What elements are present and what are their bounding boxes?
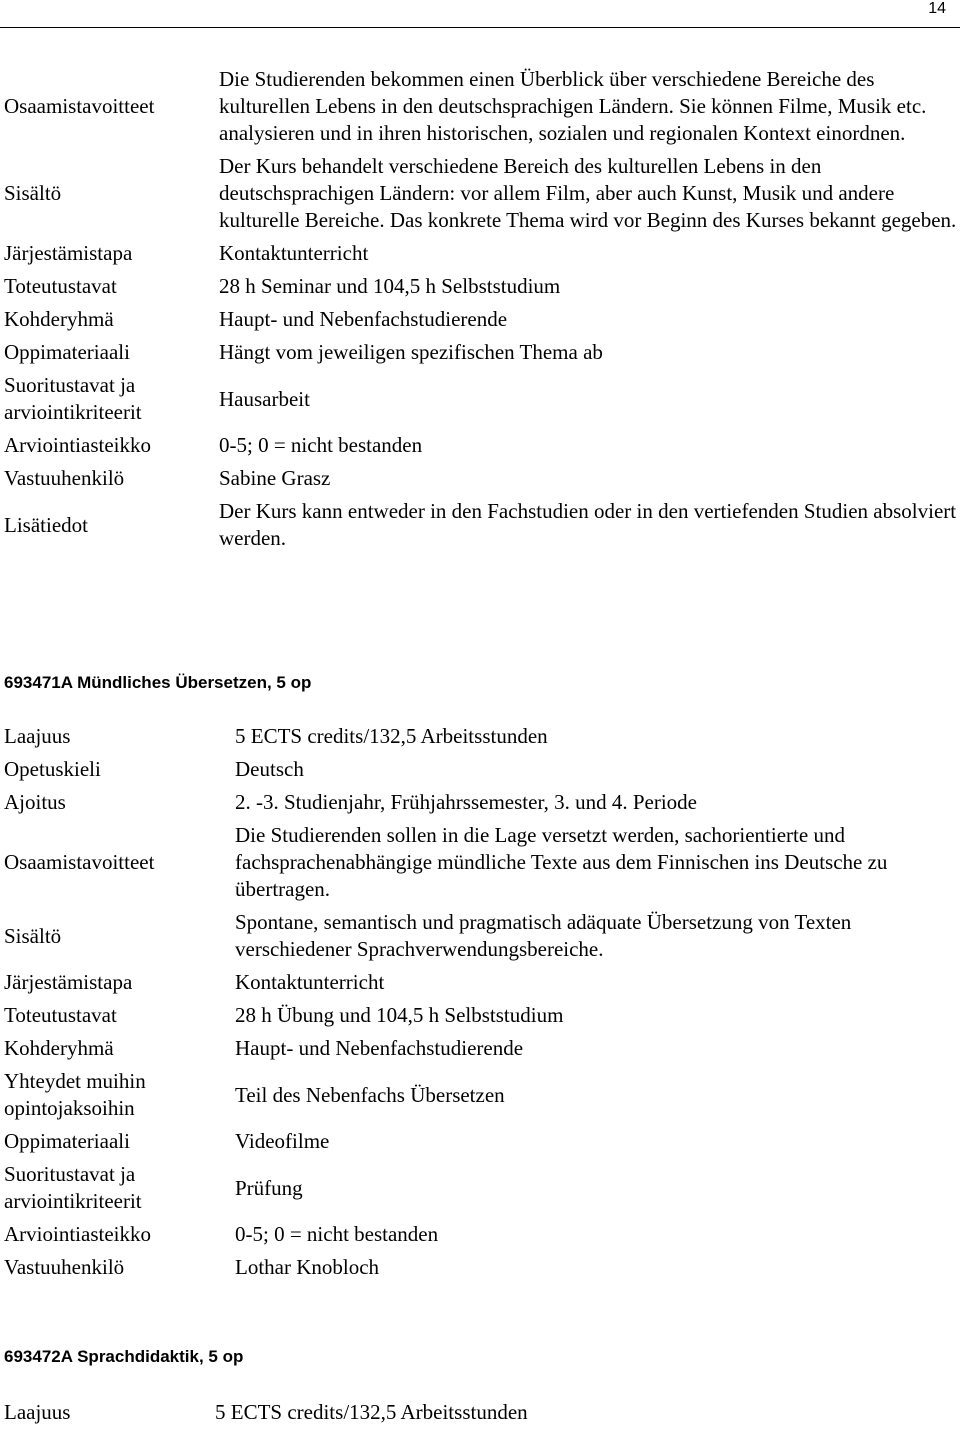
table-row xyxy=(0,153,960,240)
field-value: Prüfung xyxy=(235,1175,303,1200)
course-info-table xyxy=(0,66,960,558)
field-value: Haupt- und Nebenfachstudierende xyxy=(219,307,508,331)
page-number: 14 xyxy=(928,0,946,17)
field-label: Toteutustavat xyxy=(4,274,117,298)
field-value: 5 ECTS credits/132,5 Arbeitsstunden xyxy=(215,1400,528,1424)
table-row xyxy=(0,1161,960,1221)
field-label: Arviointiasteikko xyxy=(4,433,151,457)
field-value: Der Kurs behandelt verschiedene Bereich des kulturellen Lebens in den deutschsprachigen Ländern: vor allem Film, aber auch Kunst, Musik und andere kulturelle Bereiche. Das konkrete Thema wird vor Beginn des Kurses bekannt gegeben. xyxy=(219,154,957,232)
field-label: Suoritustavat ja arviointikriteerit xyxy=(4,373,142,424)
field-label: Lisätiedot xyxy=(4,512,88,537)
field-value: 28 h Seminar und 104,5 h Selbststudium xyxy=(219,274,561,298)
field-label: Vastuuhenkilö xyxy=(4,466,125,490)
table-row xyxy=(0,909,960,969)
header-rule xyxy=(0,27,960,28)
field-label: Sisältö xyxy=(4,923,62,948)
table-row xyxy=(0,789,960,822)
field-label: Oppimateriaali xyxy=(4,1129,130,1153)
field-value: Hausarbeit xyxy=(219,386,310,411)
field-label: Kohderyhmä xyxy=(4,307,114,331)
table-row xyxy=(0,306,960,339)
table-row xyxy=(0,1002,960,1035)
field-label: Järjestämistapa xyxy=(4,241,133,265)
table-row xyxy=(0,969,960,1002)
table-row xyxy=(0,66,960,153)
table-row xyxy=(0,372,960,432)
field-value: 0-5; 0 = nicht bestanden xyxy=(235,1222,439,1246)
field-label: Kohderyhmä xyxy=(4,1036,114,1060)
field-value: 2. -3. Studienjahr, Frühjahrssemester, 3. und 4. Periode xyxy=(235,790,697,814)
field-value: Der Kurs kann entweder in den Fachstudien oder in den vertiefenden Studien absolviert werden. xyxy=(219,499,957,550)
field-label: Laajuus xyxy=(4,724,71,748)
field-label: Suoritustavat ja arviointikriteerit xyxy=(4,1162,142,1213)
field-label: Ajoitus xyxy=(4,790,66,814)
course-info-table xyxy=(0,1399,960,1432)
field-label: Järjestämistapa xyxy=(4,970,133,994)
table-row xyxy=(0,1399,960,1432)
table-row xyxy=(0,756,960,789)
course-heading: 693471A Mündliches Übersetzen, 5 op xyxy=(4,673,312,692)
field-value: 28 h Übung und 104,5 h Selbststudium xyxy=(235,1003,564,1027)
field-label: Osaamistavoitteet xyxy=(4,850,155,874)
field-label: Osaamistavoitteet xyxy=(4,94,155,118)
table-row xyxy=(0,1128,960,1161)
table-row xyxy=(0,1068,960,1128)
table-row xyxy=(0,240,960,273)
field-value: Teil des Nebenfachs Übersetzen xyxy=(235,1082,505,1107)
field-label: Opetuskieli xyxy=(4,757,101,781)
field-label: Sisältö xyxy=(4,181,62,205)
table-row xyxy=(0,498,960,558)
table-row xyxy=(0,1035,960,1068)
field-value: Die Studierenden sollen in die Lage versetzt werden, sachorientierte und fachsprachenabhängige mündliche Texte aus dem Finnischen ins Deutsche zu übertragen. xyxy=(235,823,888,901)
field-label: Toteutustavat xyxy=(4,1003,117,1027)
field-value: Lothar Knobloch xyxy=(235,1255,380,1279)
field-label: Yhteydet muihin opintojaksoihin xyxy=(4,1069,146,1120)
table-row xyxy=(0,465,960,498)
field-value: Kontaktunterricht xyxy=(219,241,369,265)
field-value: 5 ECTS credits/132,5 Arbeitsstunden xyxy=(235,724,548,748)
field-value: Haupt- und Nebenfachstudierende xyxy=(235,1036,524,1060)
course-heading: 693472A Sprachdidaktik, 5 op xyxy=(4,1347,244,1366)
table-row xyxy=(0,723,960,756)
field-value: Hängt vom jeweiligen spezifischen Thema ab xyxy=(219,340,603,364)
field-value: Die Studierenden bekommen einen Überblick über verschiedene Bereiche des kulturellen Lebens in den deutschsprachigen Ländern. Sie können Filme, Musik etc. analysieren und in ihren historischen, sozialen und regionalen Kontext einordnen. xyxy=(219,67,927,145)
table-row xyxy=(0,1254,960,1287)
field-label: Laajuus xyxy=(4,1400,71,1424)
table-row xyxy=(0,1221,960,1254)
table-row xyxy=(0,432,960,465)
field-value: 0-5; 0 = nicht bestanden xyxy=(219,433,423,457)
table-row xyxy=(0,273,960,306)
field-value: Spontane, semantisch und pragmatisch adäquate Übersetzung von Texten verschiedener Sprachverwendungsbereiche. xyxy=(235,910,852,961)
field-value: Sabine Grasz xyxy=(219,466,331,490)
field-label: Vastuuhenkilö xyxy=(4,1255,125,1279)
field-value: Deutsch xyxy=(235,757,304,781)
field-label: Oppimateriaali xyxy=(4,340,130,364)
table-row xyxy=(0,822,960,909)
field-value: Kontaktunterricht xyxy=(235,970,385,994)
course-info-table xyxy=(0,723,960,1287)
table-row xyxy=(0,339,960,372)
field-label: Arviointiasteikko xyxy=(4,1222,151,1246)
field-value: Videofilme xyxy=(235,1129,330,1153)
